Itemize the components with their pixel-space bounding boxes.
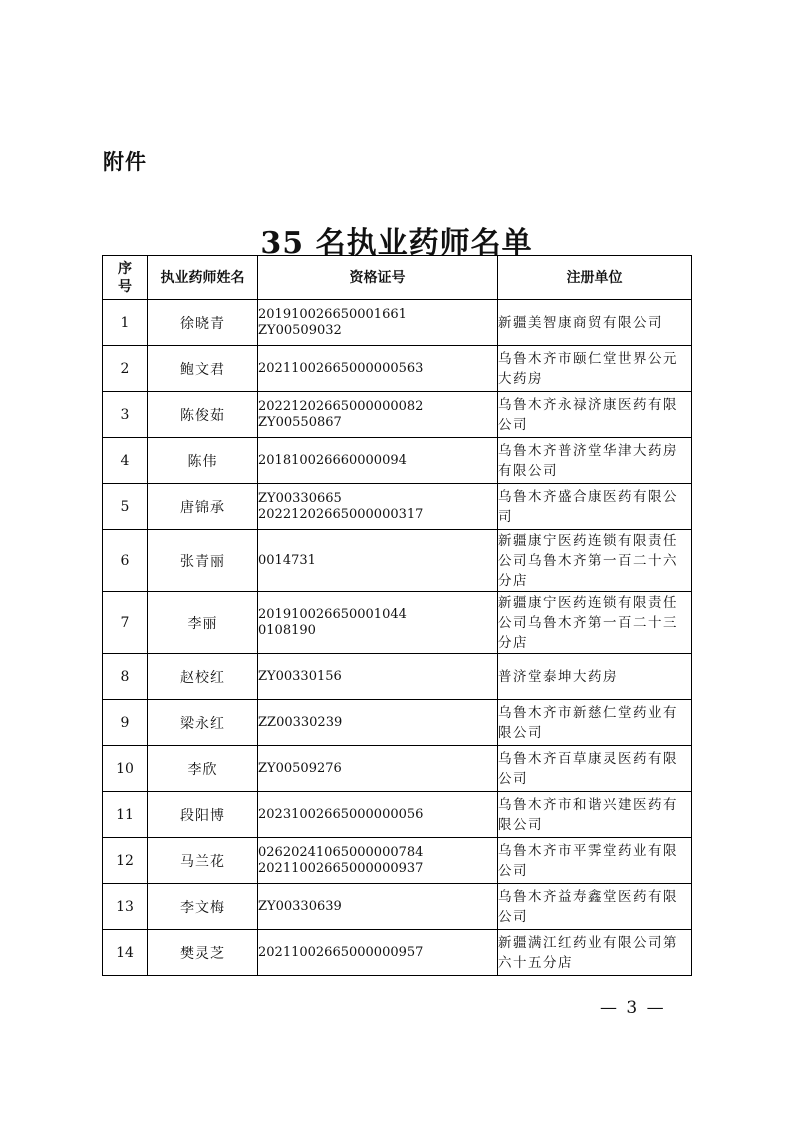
cell-name: 段阳博 <box>148 792 258 838</box>
cert-number: ZY00330665 <box>258 490 342 506</box>
table-header-row <box>103 256 692 300</box>
cell-name: 马兰花 <box>148 838 258 884</box>
cert-number: 20211002665000000563 <box>258 360 424 376</box>
cell-cert <box>258 930 498 976</box>
header-seq: 序号 <box>103 256 148 300</box>
cert-number: ZY00550867 <box>258 414 342 430</box>
cell-unit: 新疆康宁医药连锁有限责任公司乌鲁木齐第一百二十三分店 <box>498 592 692 654</box>
cell-name: 赵校红 <box>148 654 258 700</box>
cell-unit: 乌鲁木齐百草康灵医药有限公司 <box>498 746 692 792</box>
cell-name: 樊灵芝 <box>148 930 258 976</box>
cert-number: ZY00330639 <box>258 898 342 914</box>
cert-number: 201910026650001044 <box>258 606 407 622</box>
cell-unit: 乌鲁木齐益寿鑫堂医药有限公司 <box>498 884 692 930</box>
cert-number: 20221202665000000082 <box>258 398 424 414</box>
cell-unit: 乌鲁木齐市颐仁堂世界公元大药房 <box>498 346 692 392</box>
cell-unit: 乌鲁木齐永禄济康医药有限公司 <box>498 392 692 438</box>
cert-number: 20211002665000000937 <box>258 860 424 876</box>
cell-cert <box>258 884 498 930</box>
cell-unit: 普济堂泰坤大药房 <box>498 654 692 700</box>
cell-name: 李文梅 <box>148 884 258 930</box>
cell-cert <box>258 392 498 438</box>
cert-number: ZY00509276 <box>258 760 342 776</box>
cert-number: 201810026660000094 <box>258 452 407 468</box>
cert-number: 0108190 <box>258 622 316 638</box>
cell-cert <box>258 592 498 654</box>
cert-number: 201910026650001661 <box>258 306 407 322</box>
cert-number: 02620241065000000784 <box>258 844 424 860</box>
page-number: — 3 — <box>600 998 666 1018</box>
cell-seq: 3 <box>103 392 148 438</box>
cell-unit: 乌鲁木齐市和谐兴建医药有限公司 <box>498 792 692 838</box>
cert-number: ZZ00330239 <box>258 714 343 730</box>
header-unit: 注册单位 <box>498 256 692 300</box>
table-row <box>103 792 692 838</box>
cell-name: 徐晓青 <box>148 300 258 346</box>
cell-cert <box>258 300 498 346</box>
table-row <box>103 300 692 346</box>
cell-name: 张青丽 <box>148 530 258 592</box>
table-row <box>103 654 692 700</box>
table-row <box>103 392 692 438</box>
cell-unit: 乌鲁木齐普济堂华津大药房有限公司 <box>498 438 692 484</box>
document-title: 35 名执业药师名单 <box>260 226 533 261</box>
cell-seq: 5 <box>103 484 148 530</box>
cell-seq: 14 <box>103 930 148 976</box>
cell-name: 唐锦承 <box>148 484 258 530</box>
cert-number: 20221202665000000317 <box>258 506 424 522</box>
cell-seq: 8 <box>103 654 148 700</box>
cell-unit: 乌鲁木齐盛合康医药有限公司 <box>498 484 692 530</box>
cert-number: 20211002665000000957 <box>258 944 424 960</box>
cell-seq: 7 <box>103 592 148 654</box>
cell-seq: 9 <box>103 700 148 746</box>
cell-unit: 乌鲁木齐市新慈仁堂药业有限公司 <box>498 700 692 746</box>
cell-seq: 4 <box>103 438 148 484</box>
cell-unit: 新疆美智康商贸有限公司 <box>498 300 692 346</box>
cell-name: 李欣 <box>148 746 258 792</box>
cell-unit: 乌鲁木齐市平霁堂药业有限公司 <box>498 838 692 884</box>
cell-name: 鲍文君 <box>148 346 258 392</box>
cert-number: 20231002665000000056 <box>258 806 424 822</box>
cell-name: 李丽 <box>148 592 258 654</box>
cell-cert <box>258 346 498 392</box>
table-row <box>103 930 692 976</box>
table-row <box>103 746 692 792</box>
cell-cert <box>258 746 498 792</box>
header-name: 执业药师姓名 <box>148 256 258 300</box>
cell-seq: 13 <box>103 884 148 930</box>
cell-cert <box>258 484 498 530</box>
cell-cert <box>258 838 498 884</box>
cell-name: 梁永红 <box>148 700 258 746</box>
table-row <box>103 438 692 484</box>
table-row <box>103 346 692 392</box>
cell-seq: 2 <box>103 346 148 392</box>
cell-name: 陈伟 <box>148 438 258 484</box>
cell-seq: 6 <box>103 530 148 592</box>
pharmacist-table <box>102 255 692 976</box>
cell-cert <box>258 438 498 484</box>
cert-number: 0014731 <box>258 552 316 568</box>
cell-seq: 10 <box>103 746 148 792</box>
attachment-label: 附件 <box>103 150 147 174</box>
cell-unit: 新疆满江红药业有限公司第六十五分店 <box>498 930 692 976</box>
cell-cert <box>258 654 498 700</box>
cell-cert <box>258 792 498 838</box>
cell-seq: 1 <box>103 300 148 346</box>
table-row <box>103 592 692 654</box>
table-row <box>103 530 692 592</box>
cell-seq: 12 <box>103 838 148 884</box>
table-row <box>103 838 692 884</box>
cert-number: ZY00330156 <box>258 668 342 684</box>
cell-seq: 11 <box>103 792 148 838</box>
cell-cert <box>258 530 498 592</box>
cell-cert <box>258 700 498 746</box>
cell-unit: 新疆康宁医药连锁有限责任公司乌鲁木齐第一百二十六分店 <box>498 530 692 592</box>
table-row <box>103 484 692 530</box>
table-row <box>103 884 692 930</box>
table-row <box>103 700 692 746</box>
cert-number: ZY00509032 <box>258 322 342 338</box>
header-cert: 资格证号 <box>258 256 498 300</box>
cell-name: 陈俊茹 <box>148 392 258 438</box>
